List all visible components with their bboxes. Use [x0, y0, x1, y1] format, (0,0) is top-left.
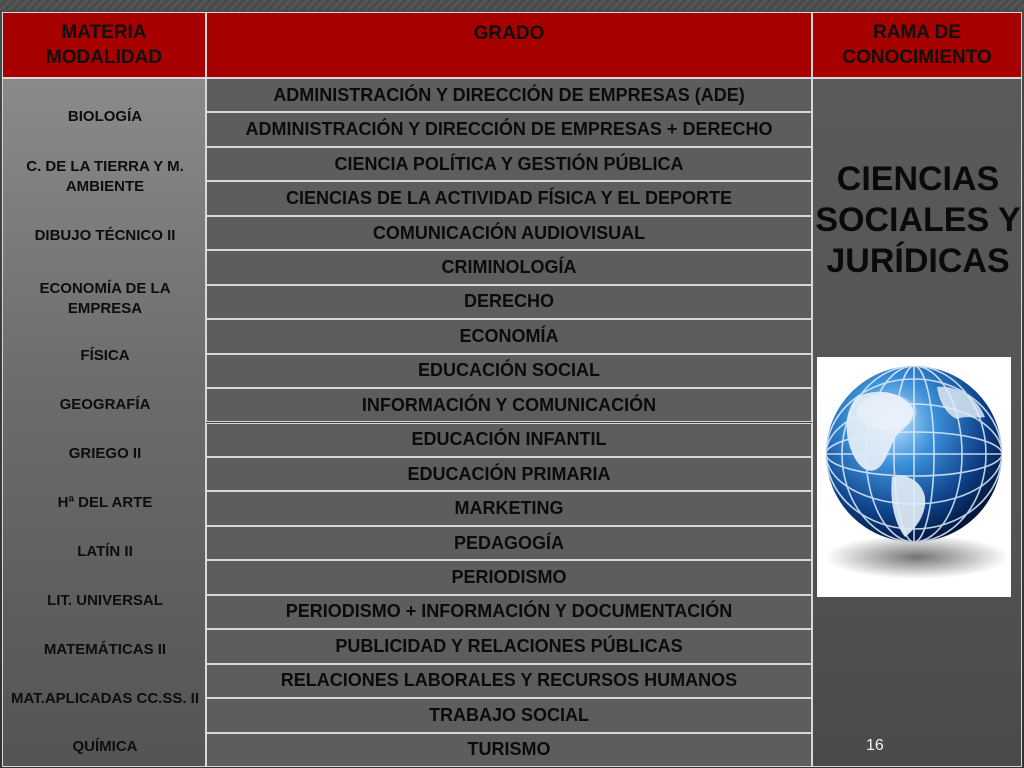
grado-row: RELACIONES LABORALES Y RECURSOS HUMANOS	[206, 664, 812, 698]
materia-column	[2, 78, 206, 767]
grado-row: EDUCACIÓN INFANTIL	[206, 423, 812, 457]
materia-item: MATEMÁTICAS II	[43, 641, 167, 658]
grado-row: PUBLICIDAD Y RELACIONES PÚBLICAS	[206, 629, 812, 663]
grado-row: PEDAGOGÍA	[206, 526, 812, 560]
rama-label: CIENCIAS SOCIALES Y JURÍDICAS	[815, 160, 1021, 280]
materia-item: C. DE LA TIERRA Y M. AMBIENTE	[26, 158, 184, 195]
materia-item: DIBUJO TÉCNICO II	[34, 227, 176, 244]
grado-row: EDUCACIÓN PRIMARIA	[206, 457, 812, 491]
globe-icon	[817, 357, 1011, 597]
header-grado-label: GRADO	[473, 23, 545, 44]
materia-item: QUÍMICA	[72, 738, 138, 755]
header-grado	[206, 12, 812, 78]
materia-item: MAT.APLICADAS CC.SS. II	[10, 690, 200, 707]
header-rama	[812, 12, 1022, 78]
grado-row: ADMINISTRACIÓN Y DIRECCIÓN DE EMPRESAS (ADE)	[206, 78, 812, 112]
grado-row: CIENCIAS DE LA ACTIVIDAD FÍSICA Y EL DEPORTE	[206, 181, 812, 215]
grado-row: ADMINISTRACIÓN Y DIRECCIÓN DE EMPRESAS + DERECHO	[206, 112, 812, 146]
grado-row: DERECHO	[206, 285, 812, 319]
grado-row: PERIODISMO + INFORMACIÓN Y DOCUMENTACIÓN	[206, 595, 812, 629]
grado-row: PERIODISMO	[206, 560, 812, 594]
grado-row: TRABAJO SOCIAL	[206, 698, 812, 732]
page-number: 16	[866, 737, 884, 754]
materia-item: FÍSICA	[80, 347, 130, 364]
grado-row: COMUNICACIÓN AUDIOVISUAL	[206, 216, 812, 250]
top-strip	[0, 0, 1024, 10]
grado-row: CIENCIA POLÍTICA Y GESTIÓN PÚBLICA	[206, 147, 812, 181]
materia-item: ECONOMÍA DE LA EMPRESA	[39, 280, 171, 317]
globe-image	[817, 357, 1011, 597]
header-rama-label: RAMA DE CONOCIMIENTO	[842, 22, 992, 68]
materia-item: Hª DEL ARTE	[57, 494, 153, 511]
grado-row: MARKETING	[206, 491, 812, 525]
header-materia	[2, 12, 206, 78]
materia-item: BIOLOGÍA	[67, 108, 143, 125]
grado-row: INFORMACIÓN Y COMUNICACIÓN	[206, 388, 812, 422]
materia-item: LIT. UNIVERSAL	[47, 592, 163, 609]
grado-list	[206, 78, 812, 767]
materia-item: GRIEGO II	[68, 445, 142, 462]
materia-item: LATÍN II	[77, 543, 133, 560]
grado-row: EDUCACIÓN SOCIAL	[206, 354, 812, 388]
header-materia-label: MATERIA MODALIDAD	[45, 22, 163, 68]
grado-row: TURISMO	[206, 733, 812, 767]
grado-row: ECONOMÍA	[206, 319, 812, 353]
materia-item: GEOGRAFÍA	[59, 396, 151, 413]
grado-row: CRIMINOLOGÍA	[206, 250, 812, 284]
